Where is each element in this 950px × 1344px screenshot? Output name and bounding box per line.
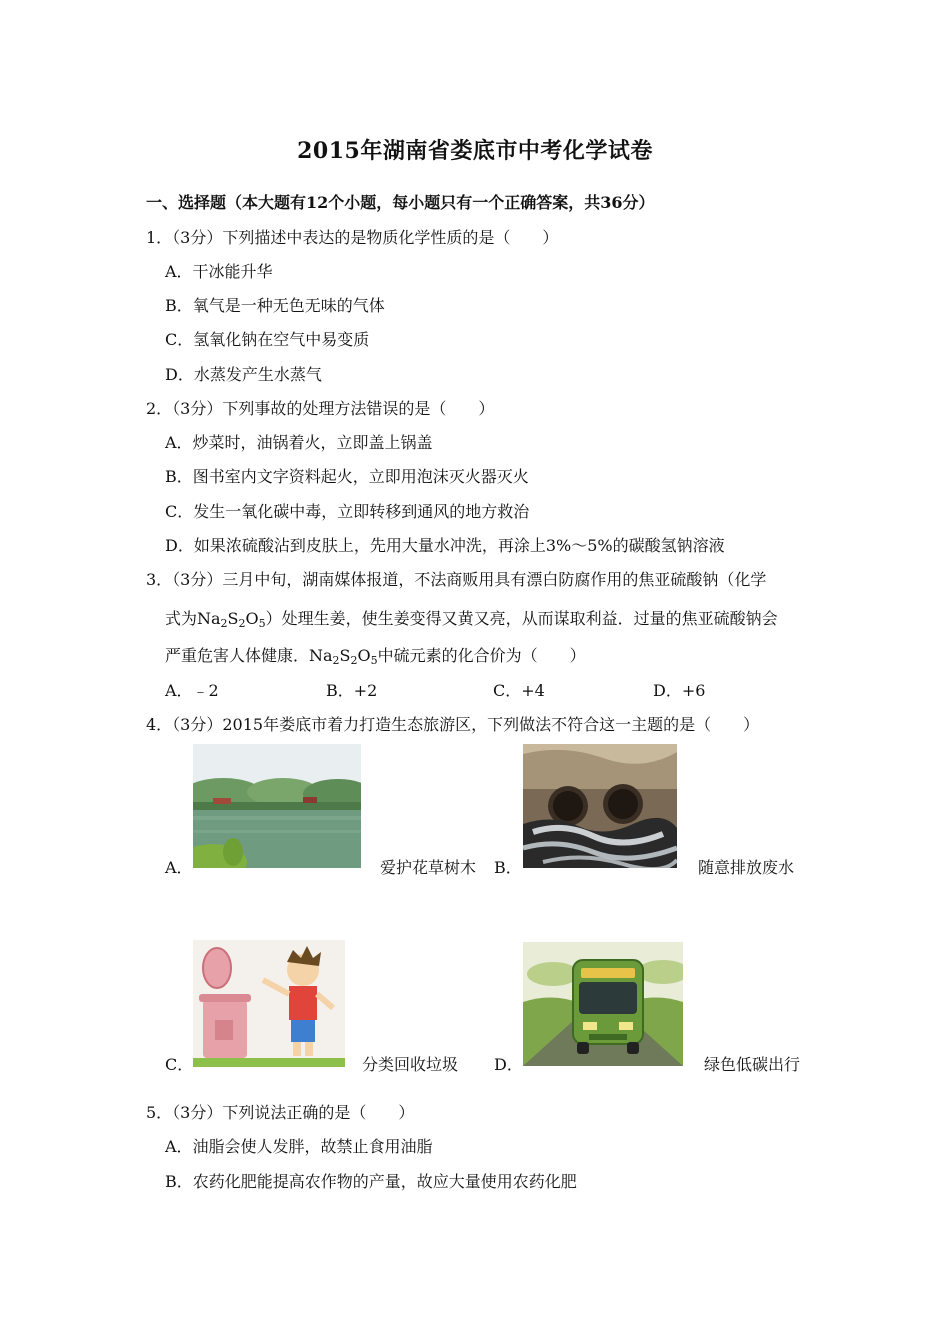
question-1-stem: 1．（3分）下列描述中表达的是物质化学性质的是（ ）: [146, 228, 559, 247]
question-5-option-a: A．油脂会使人发胖，故禁止食用油脂: [165, 1137, 433, 1156]
recycling-cartoon-image: [193, 940, 345, 1067]
question-3-option-a: A．﹣2: [165, 681, 219, 700]
question-3-line-2: 式为$Na_2S_2O_5$）处理生姜，使生姜变得又黄又亮，从而谋取利益．过量的焦亚硫酸钠会: [165, 609, 778, 630]
question-2-option-b: B．图书室内文字资料起火，立即用泡沫灭火器灭火: [165, 467, 529, 486]
question-3-line-1: 3．（3分）三月中旬，湖南媒体报道，不法商贩用具有漂白防腐作用的焦亚硫酸钠（化学: [146, 570, 767, 589]
question-4-option-c-caption: 分类回收垃圾: [362, 1055, 459, 1074]
question-1-option-b: B．氧气是一种无色无味的气体: [165, 296, 385, 315]
question-5-stem: 5．（3分）下列说法正确的是（ ）: [146, 1103, 415, 1122]
question-5-option-b: B．农药化肥能提高农作物的产量，故应大量使用农药化肥: [165, 1172, 577, 1191]
section-heading: 一、选择题（本大题有12个小题，每小题只有一个正确答案，共36分）: [146, 193, 655, 212]
green-bus-image: [523, 942, 683, 1066]
lake-park-image: [193, 744, 361, 868]
question-1-option-c: C．氢氧化钠在空气中易变质: [165, 330, 370, 349]
page-title: 2015年湖南省娄底市中考化学试卷: [297, 138, 653, 164]
question-3-line-3: 严重危害人体健康．$Na_2S_2O_5$中硫元素的化合价为（ ）: [165, 646, 586, 667]
question-4-option-c-letter: C．: [165, 1055, 194, 1074]
question-4-option-d-caption: 绿色低碳出行: [704, 1055, 801, 1074]
question-3-option-b: B．+2: [326, 681, 378, 700]
question-3-option-c: C．+4: [493, 681, 545, 700]
question-4-option-a-caption: 爱护花草树木: [380, 858, 477, 877]
question-4-option-d-letter: D．: [494, 1055, 523, 1074]
question-2-option-d: D．如果浓硫酸沾到皮肤上，先用大量水冲洗，再涂上3%～5%的碳酸氢钠溶液: [165, 536, 725, 555]
question-2-stem: 2．（3分）下列事故的处理方法错误的是（ ）: [146, 399, 495, 418]
waste-water-image: [523, 744, 677, 868]
question-1-option-a: A．干冰能升华: [165, 262, 273, 281]
question-4-stem: 4．（3分）2015年娄底市着力打造生态旅游区，下列做法不符合这一主题的是（ ）: [146, 715, 760, 734]
question-2-option-c: C．发生一氧化碳中毒，立即转移到通风的地方救治: [165, 502, 530, 521]
question-4-option-b-letter: B．: [494, 858, 522, 877]
question-4-option-a-letter: A．: [165, 858, 193, 877]
question-1-option-d: D．水蒸发产生水蒸气: [165, 365, 322, 384]
question-4-option-b-caption: 随意排放废水: [698, 858, 795, 877]
question-2-option-a: A．炒菜时，油锅着火，立即盖上锅盖: [165, 433, 433, 452]
question-3-option-d: D．+6: [653, 681, 706, 700]
